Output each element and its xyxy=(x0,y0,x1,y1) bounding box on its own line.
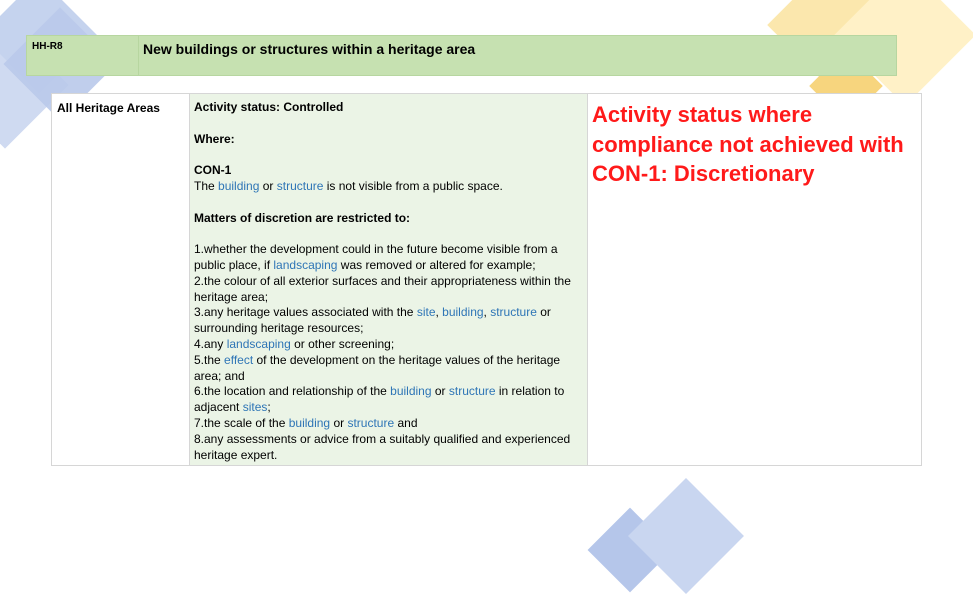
matter-item: 8.any assessments or advice from a suitably qualified and experienced heritage expert. xyxy=(194,431,571,462)
matters-heading: Matters of discretion are restricted to: xyxy=(194,210,411,225)
definition-link-structure[interactable]: structure xyxy=(347,415,395,430)
rule-header xyxy=(26,35,897,76)
definition-link-landscaping[interactable]: landscaping xyxy=(273,257,338,272)
rule-code: HH-R8 xyxy=(27,36,139,75)
matter-item: 2.the colour of all exterior surfaces and their appropriateness within the heritage area; xyxy=(194,273,571,304)
matter-item: 7.the scale of the building or structure and xyxy=(194,415,418,430)
non-compliance-status: Activity status where compliance not achieved with CON-1: Discretionary xyxy=(592,102,904,186)
area-cell: All Heritage Areas xyxy=(52,94,190,465)
matter-item: 6.the location and relationship of the building or structure in relation to adjacent sites; xyxy=(194,384,565,415)
definition-link-building[interactable]: building xyxy=(218,178,260,193)
definition-link-structure[interactable]: structure xyxy=(490,305,537,320)
definition-link-building[interactable]: building xyxy=(288,415,331,430)
definition-link-effect[interactable]: effect xyxy=(224,352,254,367)
definition-link-landscaping[interactable]: landscaping xyxy=(226,336,291,351)
definition-link-site[interactable]: site xyxy=(416,305,436,320)
definition-link-sites[interactable]: sites xyxy=(242,400,268,415)
rule-table xyxy=(51,93,922,466)
matter-item: 3.any heritage values associated with the site, building, structure or surrounding heritage resources; xyxy=(194,305,551,336)
definition-link-structure[interactable]: structure xyxy=(276,178,324,193)
definition-link-building[interactable]: building xyxy=(442,305,484,320)
definition-link-structure[interactable]: structure xyxy=(448,384,496,399)
definition-link-building[interactable]: building xyxy=(390,384,432,399)
activity-status: Activity status: Controlled xyxy=(194,100,344,114)
rule-title: New buildings or structures within a heritage area xyxy=(143,41,476,57)
matter-item: 4.any landscaping or other screening; xyxy=(194,336,395,351)
matter-item: 5.the effect of the development on the heritage values of the heritage area; and xyxy=(194,352,561,383)
matter-item: 1.whether the development could in the future become visible from a public place, if landscaping was removed or altered for example; xyxy=(194,242,558,272)
controlled-cell xyxy=(190,94,588,465)
condition-code: CON-1 xyxy=(194,163,232,178)
where-label: Where: xyxy=(194,131,235,146)
condition-text: The building or structure is not visible from a public space. xyxy=(194,178,503,193)
